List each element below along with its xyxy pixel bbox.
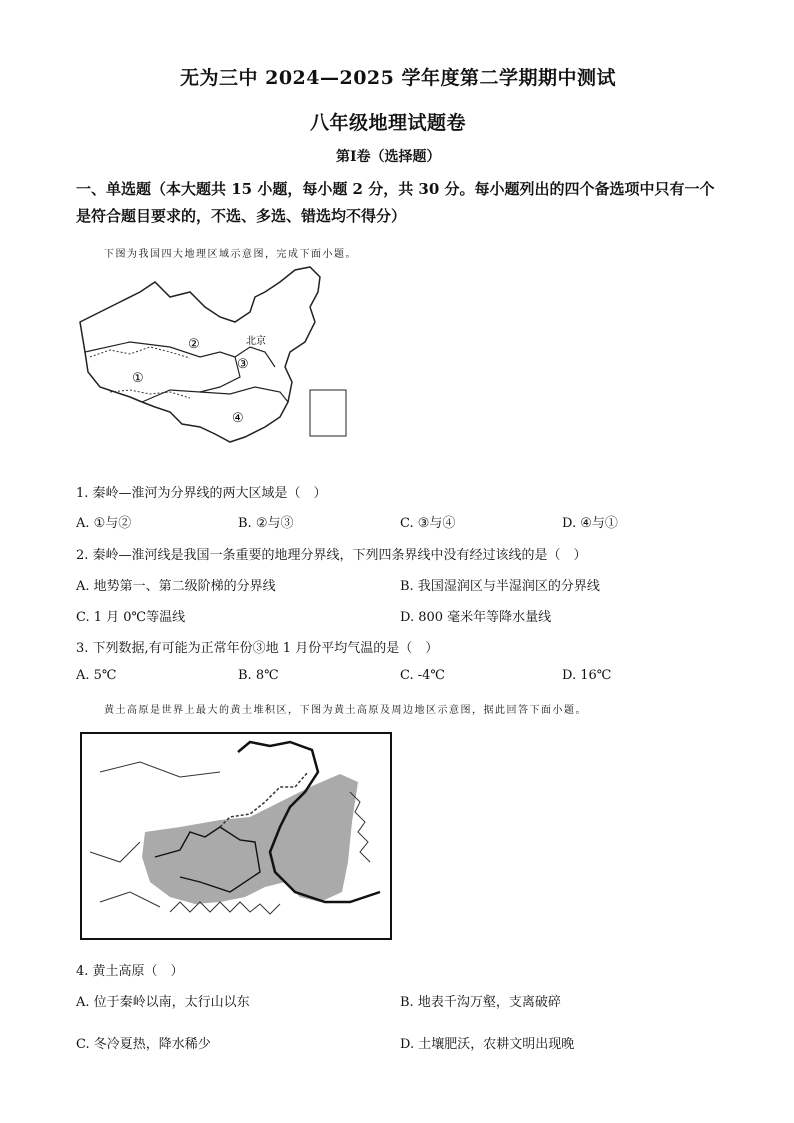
- q1-stem: 1. 秦岭—淮河为分界线的两大区域是（ ）: [76, 486, 327, 501]
- q3-stem: 3. 下列数据,有可能为正常年份③地 1 月份平均气温的是（ ）: [76, 641, 439, 656]
- map1-intro: 下图为我国四大地理区域示意图，完成下面小题。: [104, 249, 357, 260]
- section-instructions: 一、单选题（本大题共 15 小题，每小题 2 分，共 30 分。每小题列出的四个备选项中只有一个是符合题目要求的，不选、多选、错选均不得分）: [76, 180, 715, 225]
- map1-label-2: ②: [188, 337, 200, 352]
- map1-label-3: ③: [237, 357, 249, 372]
- q1-option-b[interactable]: B. ②与③: [238, 516, 294, 531]
- china-outline: [80, 267, 320, 442]
- q3-option-d[interactable]: D. 16℃: [562, 668, 612, 683]
- exam-title: 无为三中 2024—2025 学年度第二学期期中测试: [180, 67, 616, 89]
- q4-option-b[interactable]: B. 地表千沟万壑，支离破碎: [400, 995, 561, 1010]
- map1-city-label: 北京: [246, 336, 266, 347]
- q2-option-c[interactable]: C. 1 月 0℃等温线: [76, 610, 186, 625]
- part-heading: 第Ⅰ卷（选择题）: [336, 149, 441, 165]
- china-regions-map: [70, 262, 360, 482]
- loess-plateau-map: [80, 732, 392, 940]
- map1-label-1: ①: [132, 371, 144, 386]
- map2-intro: 黄土高原是世界上最大的黄土堆积区，下图为黄土高原及周边地区示意图，据此回答下面小题。: [104, 705, 587, 716]
- exam-subtitle: 八年级地理试题卷: [310, 112, 467, 134]
- q4-option-a[interactable]: A. 位于秦岭以南，太行山以东: [76, 995, 250, 1010]
- q1-option-c[interactable]: C. ③与④: [400, 516, 456, 531]
- q1-option-a[interactable]: A. ①与②: [76, 516, 132, 531]
- q4-stem: 4. 黄土高原（ ）: [76, 964, 184, 979]
- q2-stem: 2. 秦岭—淮河线是我国一条重要的地理分界线，下列四条界线中没有经过该线的是（ ）: [76, 548, 587, 563]
- q4-option-c[interactable]: C. 冬冷夏热，降水稀少: [76, 1037, 211, 1052]
- q2-option-b[interactable]: B. 我国湿润区与半湿润区的分界线: [400, 579, 600, 594]
- q2-option-d[interactable]: D. 800 毫米年等降水量线: [400, 610, 552, 625]
- q3-option-a[interactable]: A. 5℃: [76, 668, 117, 683]
- map1-label-4: ④: [232, 411, 244, 426]
- q1-option-d[interactable]: D. ④与①: [562, 516, 618, 531]
- q4-option-d[interactable]: D. 土壤肥沃，农耕文明出现晚: [400, 1037, 575, 1052]
- q2-option-a[interactable]: A. 地势第一、第二级阶梯的分界线: [76, 579, 276, 594]
- q3-option-c[interactable]: C. -4℃: [400, 668, 445, 683]
- q3-option-b[interactable]: B. 8℃: [238, 668, 279, 683]
